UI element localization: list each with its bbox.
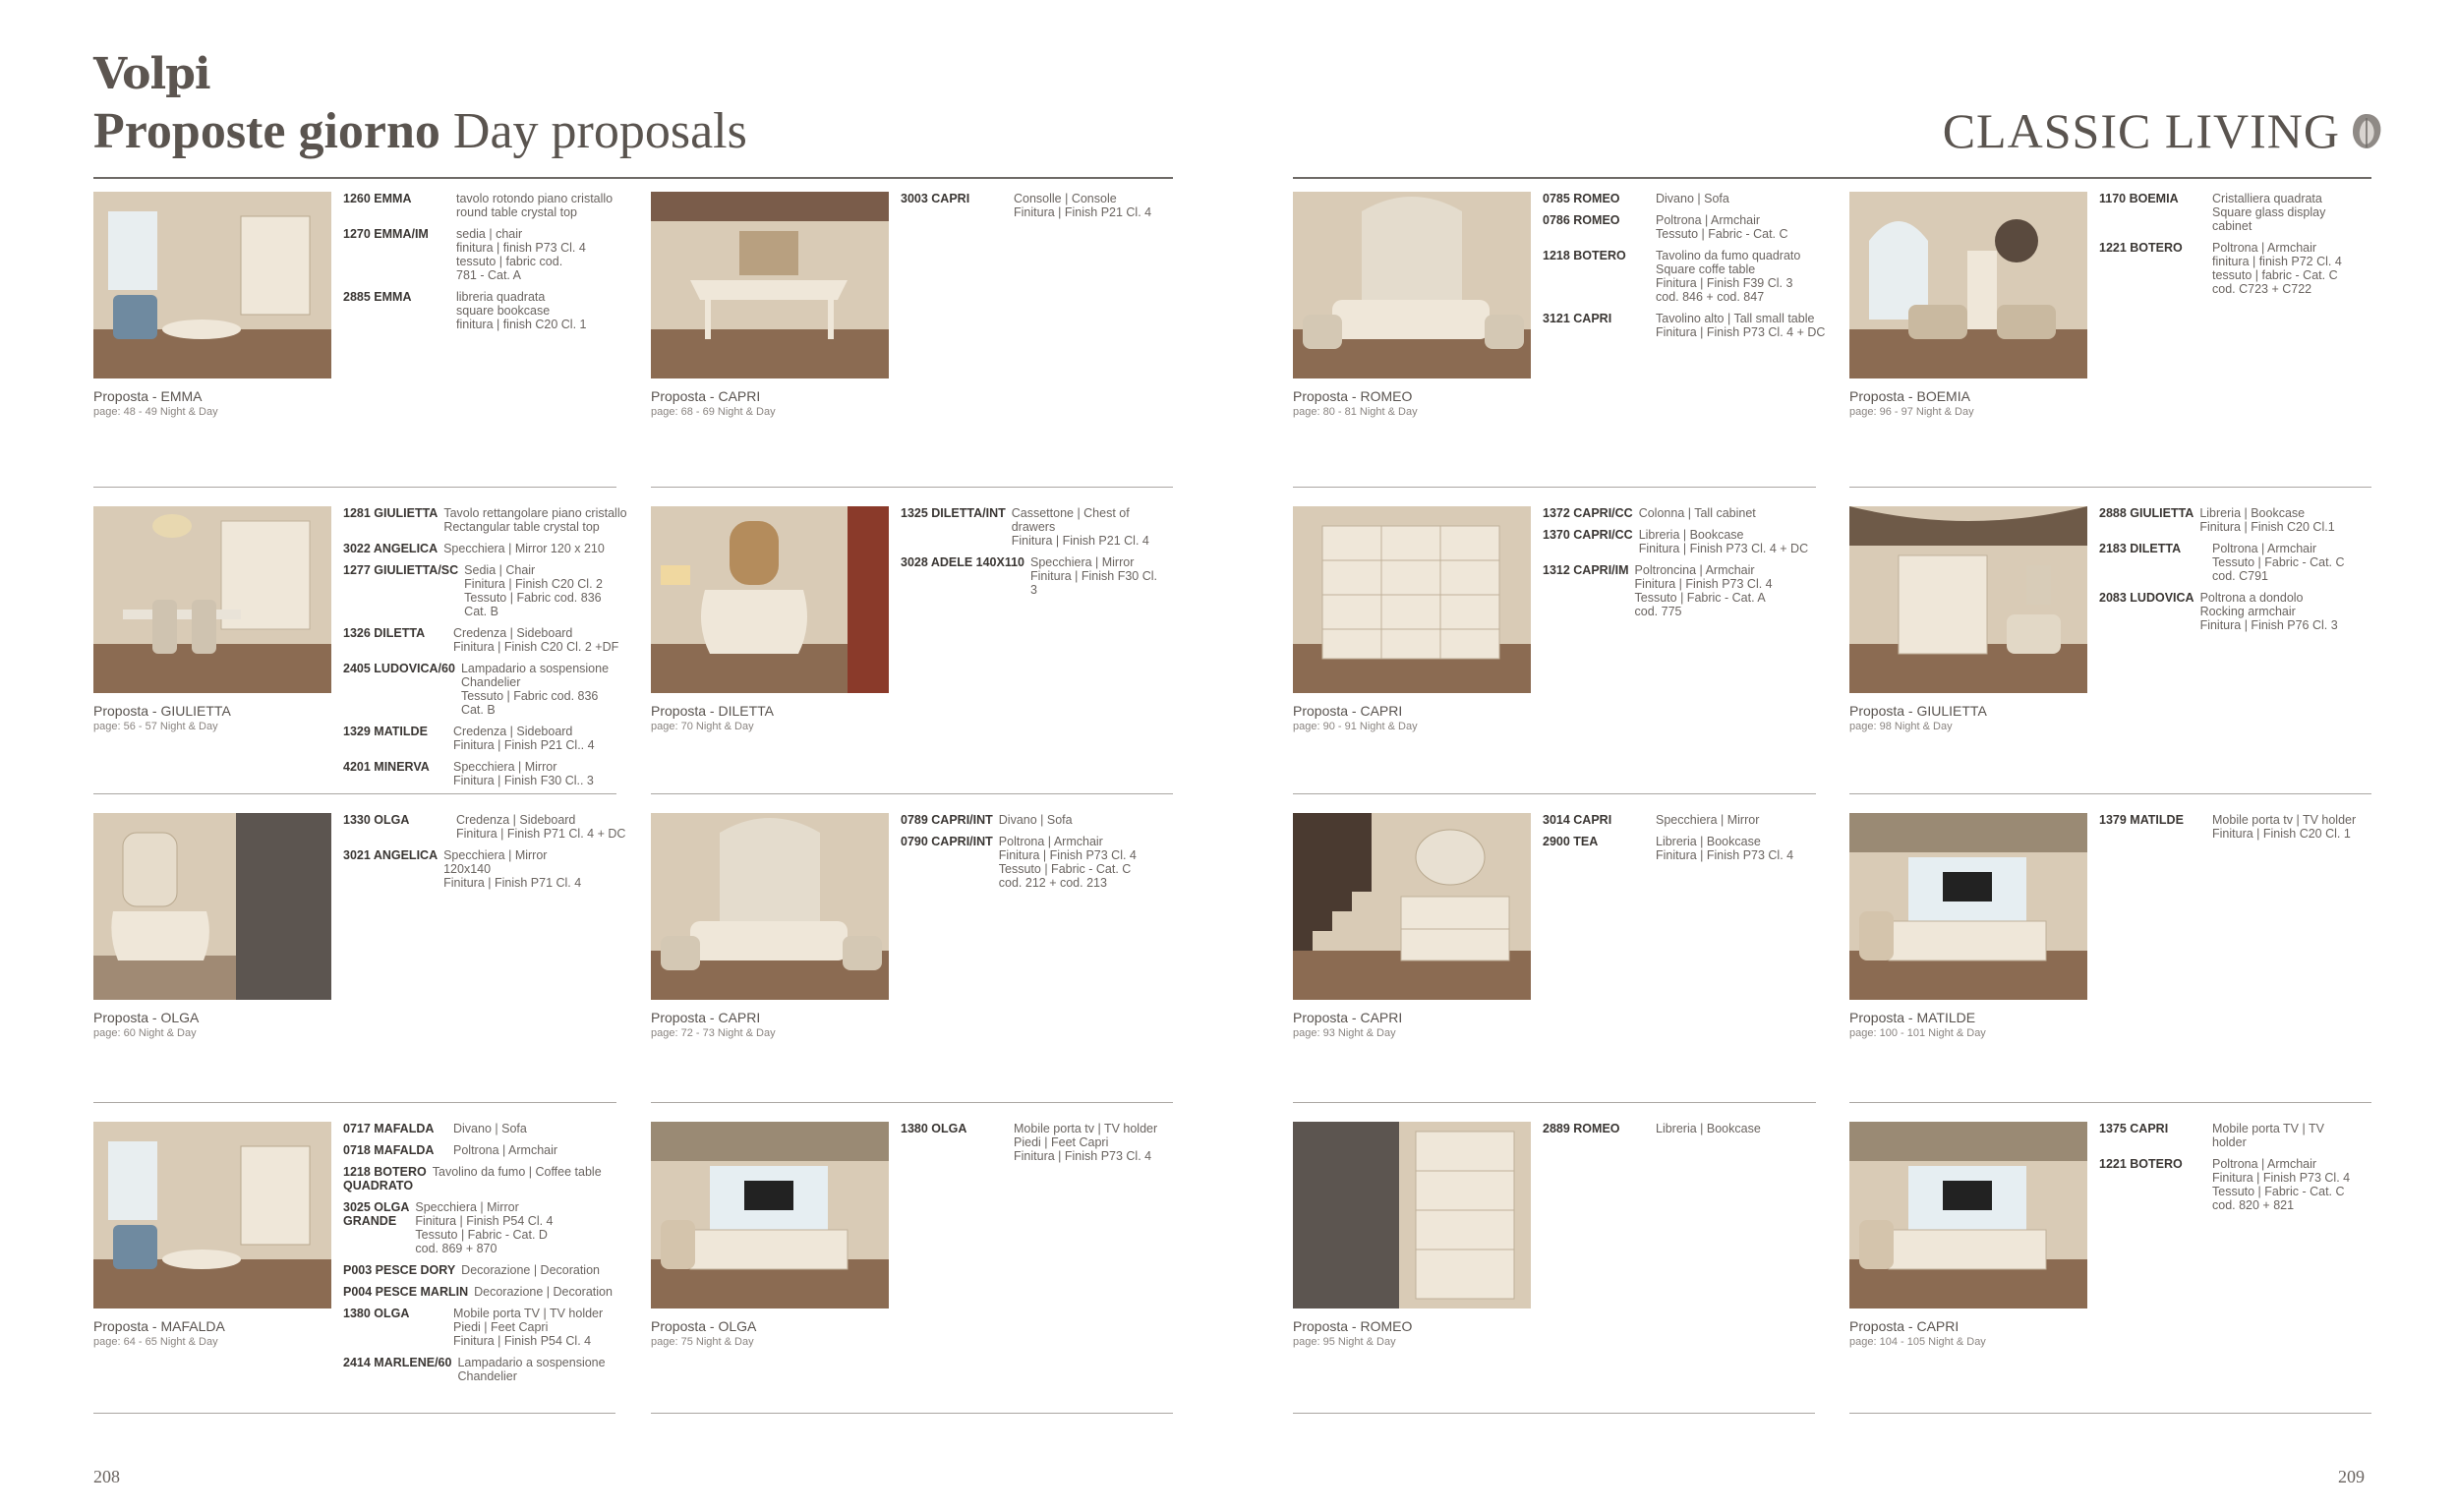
page-reference: page: 72 - 73 Night & Day — [651, 1027, 776, 1039]
product-description: tavolo rotondo piano cristallo round table crystal top — [456, 192, 614, 219]
product-item — [2099, 591, 2357, 632]
product-description: Credenza | Sideboard Finitura | Finish P71 Cl. 4 + DC — [456, 813, 626, 841]
proposal-title: Proposta - EMMA — [93, 388, 203, 404]
product-item — [1543, 813, 1838, 827]
product-code: P003 PESCE DORY — [343, 1263, 456, 1277]
product-item — [343, 626, 638, 654]
proposal-caption — [1849, 1318, 1986, 1350]
product-description: Tavolino alto | Tall small table Finitura | Finish P73 Cl. 4 + DC — [1656, 312, 1826, 339]
product-code: 2900 TEA — [1543, 835, 1599, 848]
leaf-logo-icon — [2348, 110, 2385, 151]
product-code: 0790 CAPRI/INT — [901, 835, 993, 848]
product-list — [343, 1122, 638, 1391]
room-photo — [1849, 192, 2087, 378]
product-code: 3121 CAPRI — [1543, 312, 1612, 325]
product-description: Mobile porta tv | TV holder Piedi | Feet Capri Finitura | Finish P73 Cl. 4 — [1014, 1122, 1158, 1163]
product-list — [901, 506, 1158, 605]
page-number-right: 209 — [2338, 1467, 2365, 1486]
product-item — [2099, 542, 2357, 583]
row-divider — [1849, 793, 2371, 794]
proposal-caption — [93, 703, 231, 734]
product-code: 2889 ROMEO — [1543, 1122, 1620, 1135]
proposal-title: Proposta - GIULIETTA — [93, 703, 231, 719]
proposal-title: Proposta - CAPRI — [1293, 703, 1403, 719]
product-code: 0789 CAPRI/INT — [901, 813, 993, 827]
product-description: Credenza | Sideboard Finitura | Finish P21 Cl.. 4 — [453, 725, 595, 752]
row-divider — [93, 487, 616, 488]
product-description: Consolle | Console Finitura | Finish P21 Cl. 4 — [1014, 192, 1152, 219]
product-code: 1218 BOTERO QUADRATO — [343, 1165, 427, 1192]
proposal-title: Proposta - ROMEO — [1293, 1318, 1413, 1334]
product-code: 1370 CAPRI/CC — [1543, 528, 1633, 542]
room-photo — [651, 813, 889, 1000]
product-code: 1312 CAPRI/IM — [1543, 563, 1629, 577]
product-description: Specchiera | Mirror — [1656, 813, 1760, 827]
product-description: Divano | Sofa — [1656, 192, 1729, 205]
product-list — [2099, 192, 2357, 304]
product-description: Lampadario a sospensione Chandelier — [457, 1356, 606, 1383]
bottom-divider — [1849, 1413, 2371, 1414]
product-item — [901, 813, 1158, 827]
product-description: Lampadario a sospensione Chandelier Tessuto | Fabric cod. 836 Cat. B — [460, 662, 610, 717]
product-code: 1330 OLGA — [343, 813, 410, 827]
page-reference: page: 95 Night & Day — [1293, 1336, 1396, 1348]
product-description: Credenza | Sideboard Finitura | Finish C20 Cl. 2 +DF — [453, 626, 619, 654]
product-description: Poltrona | Armchair Finitura | Finish P73 Cl. 4 Tessuto | Fabric - Cat. C cod. 820 + 821 — [2212, 1157, 2351, 1212]
proposal-caption — [651, 1318, 756, 1350]
product-code: 0718 MAFALDA — [343, 1143, 435, 1157]
product-item — [343, 662, 638, 717]
product-list — [901, 192, 1158, 227]
product-item — [1543, 835, 1838, 862]
proposal-title: Proposta - MAFALDA — [93, 1318, 225, 1334]
product-item — [2099, 813, 2357, 841]
product-list — [1543, 813, 1838, 870]
product-item — [1543, 249, 1838, 304]
product-description: Mobile porta TV | TV holder Piedi | Feet Capri Finitura | Finish P54 Cl. 4 — [453, 1307, 604, 1348]
product-code: 2083 LUDOVICA — [2099, 591, 2194, 605]
product-item — [343, 290, 638, 331]
room-photo — [93, 506, 331, 693]
product-code: 2414 MARLENE/60 — [343, 1356, 452, 1369]
row-divider — [651, 1102, 1173, 1103]
product-description: Poltrona | Armchair finitura | finish P72 Cl. 4 tessuto | fabric - Cat. C cod. C723 + C722 — [2212, 241, 2342, 296]
product-description: Specchiera | Mirror Finitura | Finish F30 Cl.. 3 — [453, 760, 594, 787]
row-divider — [651, 487, 1173, 488]
product-item — [343, 813, 638, 841]
product-description: Specchiera | Mirror 120 x 210 — [443, 542, 605, 555]
product-code: 1325 DILETTA/INT — [901, 506, 1006, 520]
product-code: 1372 CAPRI/CC — [1543, 506, 1633, 520]
room-photo — [651, 192, 889, 378]
title-italian: Proposte giorno — [93, 103, 440, 159]
proposal-caption — [93, 1010, 199, 1041]
product-description: Cristalliera quadrata Square glass display cabinet — [2212, 192, 2326, 233]
product-description: Divano | Sofa — [998, 813, 1073, 827]
product-item — [343, 848, 638, 890]
room-photo — [1849, 1122, 2087, 1308]
brand-logo: Volpi — [93, 49, 210, 99]
proposal-title: Proposta - OLGA — [93, 1010, 200, 1025]
product-description: Poltrona | Armchair — [453, 1143, 558, 1157]
product-code: 1218 BOTERO — [1543, 249, 1626, 262]
page-reference: page: 98 Night & Day — [1849, 721, 1953, 732]
product-list — [343, 192, 638, 339]
product-code: 1277 GIULIETTA/SC — [343, 563, 459, 577]
page-title — [93, 102, 747, 160]
row-divider — [1293, 793, 1816, 794]
product-code: 4201 MINERVA — [343, 760, 430, 774]
product-description: Decorazione | Decoration — [474, 1285, 613, 1299]
product-list — [343, 506, 638, 795]
product-code: 3028 ADELE 140X110 — [901, 555, 1025, 569]
product-code: 1375 CAPRI — [2099, 1122, 2169, 1135]
proposal-caption — [93, 1318, 225, 1350]
page-reference: page: 48 - 49 Night & Day — [93, 406, 218, 418]
product-list — [2099, 813, 2357, 848]
product-description: Libreria | Bookcase Finitura | Finish P73 Cl. 4 — [1656, 835, 1794, 862]
product-description: Libreria | Bookcase Finitura | Finish C20 Cl.1 — [2199, 506, 2335, 534]
product-code: 1260 EMMA — [343, 192, 412, 205]
product-code: 2888 GIULIETTA — [2099, 506, 2194, 520]
product-item — [1543, 213, 1838, 241]
page-reference: page: 60 Night & Day — [93, 1027, 197, 1039]
product-item — [343, 192, 638, 219]
proposal-title: Proposta - CAPRI — [1293, 1010, 1403, 1025]
row-divider — [651, 793, 1173, 794]
product-item — [343, 506, 638, 534]
proposal-caption — [651, 388, 776, 420]
product-list — [901, 1122, 1158, 1171]
collection-title: CLASSIC LIVING — [1942, 103, 2340, 158]
product-code: 1270 EMMA/IM — [343, 227, 429, 241]
product-list — [2099, 506, 2357, 640]
product-item — [2099, 241, 2357, 296]
proposal-caption — [1293, 1010, 1402, 1041]
product-list — [1543, 192, 1838, 347]
product-code: 1380 OLGA — [901, 1122, 967, 1135]
page-reference: page: 56 - 57 Night & Day — [93, 721, 218, 732]
product-item — [1543, 1122, 1838, 1135]
proposal-caption — [1849, 1010, 1986, 1041]
product-item — [343, 725, 638, 752]
proposal-caption — [1293, 703, 1418, 734]
proposal-title: Proposta - BOEMIA — [1849, 388, 1970, 404]
room-photo — [1293, 192, 1531, 378]
proposal-title: Proposta - GIULIETTA — [1849, 703, 1987, 719]
proposal-title: Proposta - CAPRI — [1849, 1318, 1960, 1334]
product-description: Sedia | Chair Finitura | Finish C20 Cl. 2 Tessuto | Fabric cod. 836 Cat. B — [464, 563, 603, 618]
product-description: Poltrona a dondolo Rocking armchair Finitura | Finish P76 Cl. 3 — [2199, 591, 2338, 632]
product-code: 1281 GIULIETTA — [343, 506, 439, 520]
product-code: 1379 MATILDE — [2099, 813, 2184, 827]
proposal-caption — [1293, 388, 1418, 420]
row-divider — [1293, 487, 1816, 488]
product-item — [2099, 506, 2357, 534]
product-list — [1543, 506, 1838, 626]
product-list — [343, 813, 638, 898]
product-item — [1543, 192, 1838, 205]
product-item — [343, 1263, 638, 1277]
product-item — [343, 1122, 638, 1135]
product-code: 1221 BOTERO — [2099, 1157, 2183, 1171]
room-photo — [651, 506, 889, 693]
bottom-divider — [1293, 1413, 1815, 1414]
room-photo — [651, 1122, 889, 1308]
product-code: 3014 CAPRI — [1543, 813, 1612, 827]
page-reference: page: 100 - 101 Night & Day — [1849, 1027, 1986, 1039]
product-description: Libreria | Bookcase — [1656, 1122, 1761, 1135]
product-code: 1221 BOTERO — [2099, 241, 2183, 255]
product-code: 1326 DILETTA — [343, 626, 426, 640]
row-divider — [1849, 487, 2371, 488]
page-reference: page: 96 - 97 Night & Day — [1849, 406, 1974, 418]
product-code: 3021 ANGELICA — [343, 848, 439, 862]
room-photo — [1293, 1122, 1531, 1308]
proposal-caption — [1849, 703, 1987, 734]
product-code: 1380 OLGA — [343, 1307, 410, 1320]
page-reference: page: 80 - 81 Night & Day — [1293, 406, 1418, 418]
product-code: 0785 ROMEO — [1543, 192, 1620, 205]
product-description: Colonna | Tall cabinet — [1638, 506, 1756, 520]
product-item — [343, 227, 638, 282]
product-code: 1170 BOEMIA — [2099, 192, 2179, 205]
page-reference: page: 68 - 69 Night & Day — [651, 406, 776, 418]
proposal-title: Proposta - MATILDE — [1849, 1010, 1976, 1025]
product-item — [901, 555, 1158, 597]
product-description: Tavolino da fumo | Coffee table — [432, 1165, 602, 1179]
proposal-title: Proposta - ROMEO — [1293, 388, 1413, 404]
product-description: Mobile porta tv | TV holder Finitura | Finish C20 Cl. 1 — [2212, 813, 2357, 841]
product-code: 1329 MATILDE — [343, 725, 428, 738]
product-code: 0786 ROMEO — [1543, 213, 1620, 227]
proposal-caption — [1293, 1318, 1412, 1350]
room-photo — [93, 1122, 331, 1308]
product-description: Tavolino da fumo quadrato Square coffe table Finitura | Finish F39 Cl. 3 cod. 846 + cod. 847 — [1656, 249, 1801, 304]
product-item — [343, 1143, 638, 1157]
product-item — [901, 835, 1158, 890]
product-description: Poltroncina | Armchair Finitura | Finish P73 Cl. 4 Tessuto | Fabric - Cat. A cod. 775 — [1634, 563, 1773, 618]
proposal-title: Proposta - CAPRI — [651, 1010, 761, 1025]
row-divider — [1293, 1102, 1816, 1103]
product-item — [901, 506, 1158, 548]
product-code: 3025 OLGA GRANDE — [343, 1200, 410, 1228]
product-code: 3003 CAPRI — [901, 192, 970, 205]
page-reference: page: 93 Night & Day — [1293, 1027, 1396, 1039]
page-reference: page: 90 - 91 Night & Day — [1293, 721, 1418, 732]
product-description: Poltrona | Armchair Finitura | Finish P73 Cl. 4 Tessuto | Fabric - Cat. C cod. 212 + cod. 213 — [998, 835, 1137, 890]
product-item — [343, 1285, 638, 1299]
product-description: Cassettone | Chest of drawers Finitura | Finish P21 Cl. 4 — [1011, 506, 1149, 548]
product-item — [343, 1307, 638, 1348]
proposal-caption — [93, 388, 218, 420]
page-reference: page: 75 Night & Day — [651, 1336, 754, 1348]
page-reference: page: 64 - 65 Night & Day — [93, 1336, 218, 1348]
product-description: Poltrona | Armchair Tessuto | Fabric - Cat. C — [1656, 213, 1788, 241]
proposal-caption — [1849, 388, 1974, 420]
row-divider — [1849, 1102, 2371, 1103]
product-item — [343, 1356, 638, 1383]
bottom-divider — [651, 1413, 1173, 1414]
proposal-title: Proposta - OLGA — [651, 1318, 757, 1334]
page-reference: page: 104 - 105 Night & Day — [1849, 1336, 1986, 1348]
page-number-left: 208 — [93, 1467, 120, 1486]
product-description: Mobile porta TV | TV holder — [2212, 1122, 2324, 1149]
proposal-caption — [651, 1010, 776, 1041]
top-rule-left — [93, 177, 1173, 179]
row-divider — [93, 1102, 616, 1103]
proposal-title: Proposta - CAPRI — [651, 388, 761, 404]
product-code: 0717 MAFALDA — [343, 1122, 435, 1135]
room-photo — [93, 192, 331, 378]
product-description: Specchiera | Mirror 120x140 Finitura | Finish P71 Cl. 4 — [443, 848, 582, 890]
room-photo — [93, 813, 331, 1000]
product-item — [1543, 528, 1838, 555]
room-photo — [1293, 813, 1531, 1000]
product-description: libreria quadrata square bookcase finitura | finish C20 Cl. 1 — [456, 290, 587, 331]
page-reference: page: 70 Night & Day — [651, 721, 754, 732]
product-item — [901, 192, 1158, 219]
product-list — [2099, 1122, 2357, 1220]
product-code: P004 PESCE MARLIN — [343, 1285, 469, 1299]
product-item — [1543, 563, 1838, 618]
product-item — [1543, 312, 1838, 339]
room-photo — [1293, 506, 1531, 693]
top-rule-right — [1293, 177, 2371, 179]
room-photo — [1849, 506, 2087, 693]
product-code: 2885 EMMA — [343, 290, 412, 304]
product-code: 3022 ANGELICA — [343, 542, 439, 555]
product-item — [901, 1122, 1158, 1163]
product-item — [2099, 1157, 2357, 1212]
product-item — [343, 542, 638, 555]
product-item — [343, 1200, 638, 1255]
product-item — [2099, 192, 2357, 233]
product-list — [1543, 1122, 1838, 1143]
product-list — [901, 813, 1158, 898]
product-description: Poltrona | Armchair Tessuto | Fabric - Cat. C cod. C791 — [2212, 542, 2345, 583]
product-code: 2183 DILETTA — [2099, 542, 2182, 555]
row-divider — [93, 793, 616, 794]
room-photo — [1849, 813, 2087, 1000]
product-item — [343, 760, 638, 787]
product-item — [343, 563, 638, 618]
product-item — [2099, 1122, 2357, 1149]
product-description: Tavolo rettangolare piano cristallo Rectangular table crystal top — [443, 506, 627, 534]
product-description: Libreria | Bookcase Finitura | Finish P73 Cl. 4 + DC — [1638, 528, 1809, 555]
bottom-divider — [93, 1413, 615, 1414]
product-description: Specchiera | Mirror Finitura | Finish P54 Cl. 4 Tessuto | Fabric - Cat. D cod. 869 + 870 — [415, 1200, 554, 1255]
title-english: Day proposals — [452, 103, 747, 159]
proposal-title: Proposta - DILETTA — [651, 703, 775, 719]
proposal-caption — [651, 703, 774, 734]
product-code: 2405 LUDOVICA/60 — [343, 662, 455, 675]
product-description: sedia | chair finitura | finish P73 Cl. 4 tessuto | fabric cod. 781 - Cat. A — [456, 227, 586, 282]
product-description: Specchiera | Mirror Finitura | Finish F30 Cl. 3 — [1030, 555, 1157, 597]
product-item — [1543, 506, 1838, 520]
product-item — [343, 1165, 638, 1192]
product-description: Decorazione | Decoration — [461, 1263, 600, 1277]
product-description: Divano | Sofa — [453, 1122, 527, 1135]
